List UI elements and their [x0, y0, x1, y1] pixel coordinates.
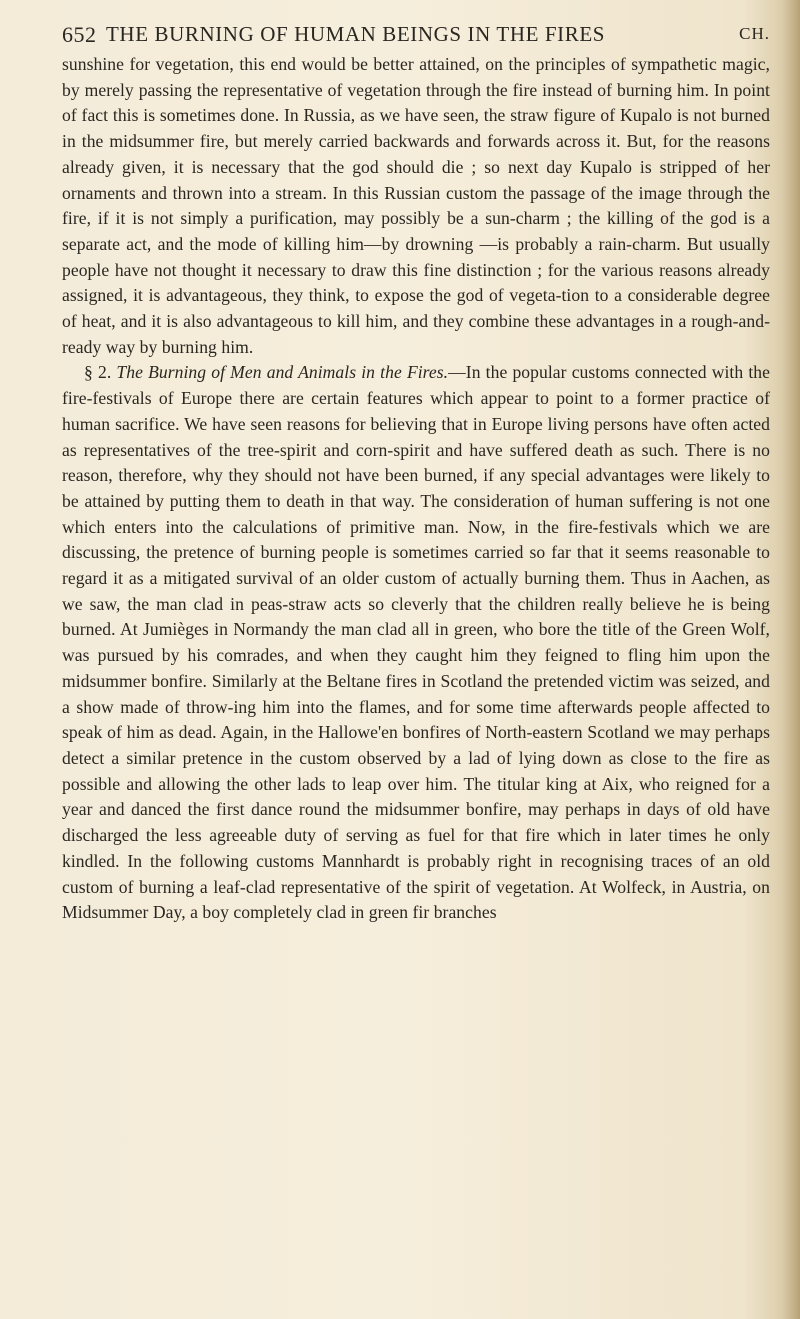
- running-title: THE BURNING OF HUMAN BEINGS IN THE FIRES: [106, 22, 606, 46]
- chapter-mark: CH.: [739, 24, 770, 43]
- page-edge-shadow: [782, 0, 800, 1319]
- running-header: [62, 22, 770, 52]
- paragraph-section-2: [62, 360, 770, 925]
- page-number: 652: [62, 22, 97, 47]
- body-text: [62, 52, 770, 926]
- section-body: —In the popular customs connected with the fire-festivals of Europe there are certain features which appear to point to a former practice of human sacrifice. We have seen reasons for believing that in Europe living persons have often acted as representatives of the tree-spirit and corn-spirit and have suffered death as such. There is no reason, therefore, why they should not have been burned, if any special advantages were likely to be attained by putting them to death in that way. The consideration of human suffering is not one which enters into the calculations of primitive man. Now, in the fire-festivals which we are discussing, the pretence of burning people is sometimes carried so far that it seems reasonable to regard it as a mitigated survival of an older custom of actually burning them. Thus in Aachen, as we saw, the man clad in peas-straw acts so cleverly that the children really believe he is being burned. At Jumièges in Normandy the man clad all in green, who bore the title of the Green Wolf, was pursued by his comrades, and when they caught him they feigned to fling him upon the midsummer bonfire. Similarly at the Beltane fires in Scotland the pretended victim was seized, and a show made of throw-ing him into the flames, and for some time afterwards people affected to speak of him as dead. Again, in the Hallowe'en bonfires of North-eastern Scotland we may perhaps detect a similar pretence in the custom observed by a lad of lying down as close to the fire as possible and allowing the other lads to leap over him. The titular king at Aix, who reigned for a year and danced the first dance round the midsummer bonfire, may perhaps in days of old have discharged the less agreeable duty of serving as fuel for that fire which in later times he only kindled. In the following customs Mannhardt is probably right in recognising traces of an old custom of burning a leaf-clad representative of the spirit of vegetation. At Wolfeck, in Austria, on Midsummer Day, a boy completely clad in green fir branches: [62, 362, 771, 923]
- section-title: The Burning of Men and Animals in the Fires.: [116, 362, 449, 383]
- paragraph-continuation: sunshine for vegetation, this end would be better attained, on the principles of sympathetic magic, by merely passing the representative of vegetation through the fire instead of burning him. In point of fact this is sometimes done. In Russia, as we have seen, the straw figure of Kupalo is not burned in the midsummer fire, but merely carried backwards and forwards across it. But, for the reasons already given, it is necessary that the god should die ; so next day Kupalo is stripped of her ornaments and thrown into a stream. In this Russian custom the passage of the image through the fire, if it is not simply a purification, may possibly be a sun-charm ; the killing of the god is a separate act, and the mode of killing him—by drowning —is probably a rain-charm. But usually people have not thought it necessary to draw this fine distinction ; for the various reasons already assigned, it is advantageous, they think, to expose the god of vegeta-tion to a considerable degree of heat, and it is also advantageous to kill him, and they combine these advantages in a rough-and-ready way by burning him.: [62, 54, 770, 357]
- section-mark: § 2.: [84, 362, 112, 383]
